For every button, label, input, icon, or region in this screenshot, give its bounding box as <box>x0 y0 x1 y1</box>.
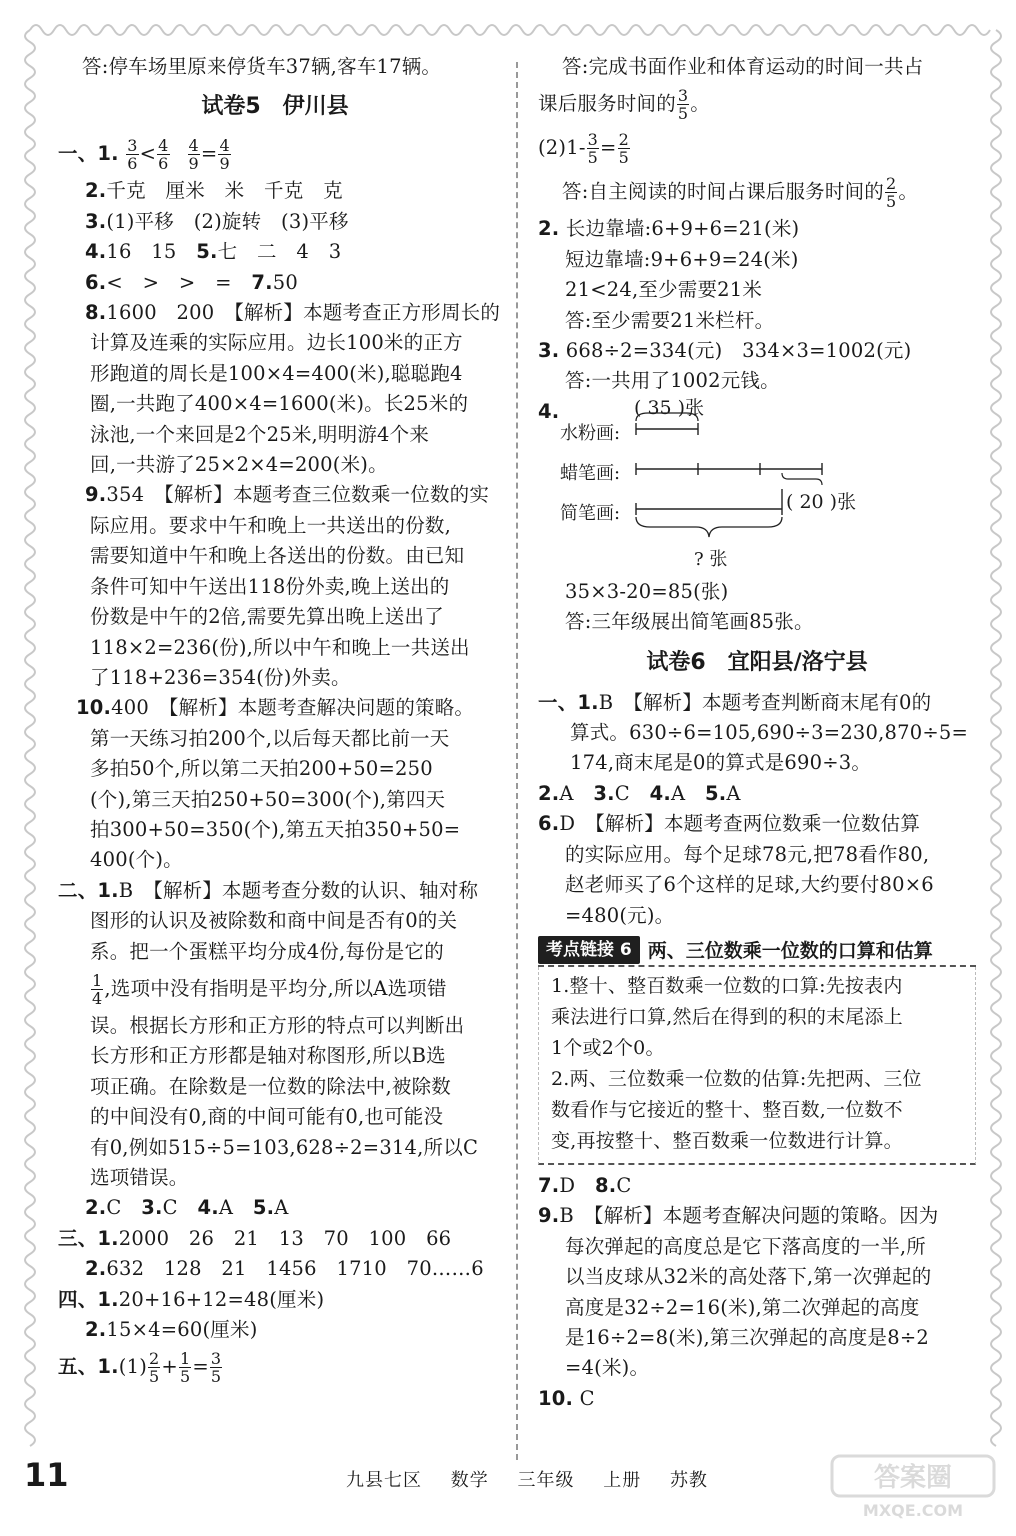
text-line: 答:一共用了1002元钱。 <box>565 369 780 393</box>
text-line: 1.整十、整百数乘一位数的口算:先按表内 <box>551 974 903 997</box>
footer-region: 九县七区 <box>346 1470 422 1491</box>
column-divider <box>516 62 518 1460</box>
s3-q1: 三、1.2000 26 21 13 70 100 66 <box>58 1226 452 1250</box>
s3-q2: 2.632 128 21 1456 1710 70……6 <box>85 1257 484 1281</box>
test5-title-number: 试卷5 <box>201 94 261 120</box>
fraction: $\frac{2}{5}$ <box>149 1349 160 1387</box>
diagram-row-label: 简笔画: <box>560 502 621 524</box>
text-line: 21<24,至少需要21米 <box>565 278 763 302</box>
text-line: 的中间没有0,商的中间可能有0,也可能没 <box>90 1105 444 1129</box>
s1-q7-q8: 7.D 8.C <box>538 1173 632 1197</box>
fraction: $\frac{3}{5}$ <box>210 1349 222 1387</box>
text-line: 是16÷2=8(米),第三次弹起的高度是8÷2 <box>565 1325 929 1349</box>
diagram-label-bottom: ? 张 <box>694 548 728 570</box>
text-line: (个),第三天拍250+50=300(个),第四天 <box>90 787 446 811</box>
text-line: 118×2=236(份),所以中午和晚上一共送出 <box>90 635 470 659</box>
diagram-row-label: 蜡笔画: <box>560 462 621 484</box>
q3: 3. 668÷2=334(元) 334×3=1002(元) <box>538 339 912 363</box>
text-line: $\frac{1}{4}$ ,选项中没有指明是平均分,所以A选项错 <box>92 970 447 1008</box>
text-line: 形跑道的周长是100×4=400(米),聪聪跑4 <box>90 361 463 385</box>
s1-q4-q5: 4.16 15 5.七 二 4 3 <box>85 240 342 264</box>
test6-title <box>538 638 976 688</box>
text-line: 际应用。要求中午和晚上一共送出的份数, <box>90 513 451 537</box>
text-line: 图形的认识及被除数和商中间是否有0的关 <box>90 909 458 933</box>
text-line: 圈,一共跑了400×4=1600(米)。长25米的 <box>90 392 469 416</box>
text-line: 条件可知中午送出118份外卖,晚上送出的 <box>90 574 450 598</box>
key-point-title: 两、三位数乘一位数的口算和估算 <box>647 940 933 963</box>
text-line: =480(元)。 <box>565 903 675 927</box>
fraction: $\frac{3}{5}$ <box>587 130 599 168</box>
s1-q1: 一、1. $\frac{3}{6}$ < $\frac{4}{6}$ $\frac{4}{9}$ = $\frac{4}{9}$ <box>58 136 230 174</box>
text-line: 乘法进行口算,然后在得到的积的末尾添上 <box>551 1005 903 1028</box>
fraction: $\frac{3}{5}$ <box>677 86 689 124</box>
text-line: 2.两、三位数乘一位数的估算:先把两、三位 <box>551 1067 922 1090</box>
right-column <box>538 52 976 1414</box>
test6-title-number: 试卷6 <box>646 649 706 675</box>
text-line: 泳池,一个来回是2个25米,明明游4个来 <box>90 422 430 446</box>
fraction: $\frac{2}{5}$ <box>885 174 897 212</box>
text-line: 答:三年级展出简笔画85张。 <box>565 610 814 634</box>
diagram-row-label: 水粉画: <box>560 422 621 444</box>
s1-q9: 9.354 【解析】本题考查三位数乘一位数的实 <box>85 483 490 507</box>
text-line: 系。把一个蛋糕平均分成4份,每份是它的 <box>90 939 444 963</box>
key-point-header <box>538 935 976 967</box>
text-line: 每次弹起的高度总是它下落高度的一半,所 <box>565 1234 926 1258</box>
svg-text:MXQE.COM: MXQE.COM <box>862 1501 964 1520</box>
s2-q1: 二、1.B 【解析】本题考查分数的认识、轴对称 <box>58 878 479 902</box>
text-line: 课后服务时间的 $\frac{3}{5}$ 。 <box>538 86 710 124</box>
test6-title-county: 宜阳县/洛宁县 <box>727 649 868 675</box>
key-point-box <box>538 935 976 1165</box>
footer-grade: 三年级 <box>517 1470 575 1491</box>
text-line: 项正确。在除数是一位数的除法中,被除数 <box>90 1074 451 1098</box>
s1-q9: 9.B 【解析】本题考查解决问题的策略。因为 <box>538 1204 939 1228</box>
test5-title-county: 伊川县 <box>282 94 349 120</box>
svg-text:答案圈: 答案圈 <box>873 1463 953 1493</box>
text-line: 了118+236=354(份)外卖。 <box>90 665 351 689</box>
text-line: 多拍50个,所以第二天拍200+50=250 <box>90 757 433 781</box>
text-line: (2)1- $\frac{3}{5}$ = $\frac{2}{5}$ <box>538 130 629 168</box>
text-line: 以当皮球从32米的高处落下,第一次弹起的 <box>565 1265 932 1289</box>
question-label: 4. <box>538 399 560 423</box>
fraction: $\frac{2}{5}$ <box>618 130 629 168</box>
text-line: 计算及连乘的实际应用。边长100米的正方 <box>90 331 463 355</box>
text-line: 变,再按整十、整百数乘一位数进行计算。 <box>551 1129 903 1152</box>
s4-q2: 2.15×4=60(厘米) <box>85 1318 258 1342</box>
text-line: 份数是中午的2倍,需要先算出晚上送出了 <box>90 605 444 629</box>
s1-q8: 8.1600 200 【解析】本题考查正方形周长的 <box>85 301 501 325</box>
fraction: $\frac{1}{4}$ <box>92 970 103 1008</box>
s1-q1: 一、1.B 【解析】本题考查判断商末尾有0的 <box>538 690 932 714</box>
s2-q2-q5: 2.C 3.C 4.A 5.A <box>85 1196 289 1220</box>
s1-q6: 6.D 【解析】本题考查两位数乘一位数估算 <box>538 812 921 836</box>
text-line: 算式。630÷6=105,690÷3=230,870÷5= <box>570 721 969 745</box>
footer-volume: 上册 <box>603 1470 642 1491</box>
text-line: 1个或2个0。 <box>551 1036 665 1059</box>
prev-answer: 答:停车场里原来停货车37辆,客车17辆。 <box>82 55 442 78</box>
fraction: $\frac{4}{9}$ <box>188 136 199 174</box>
text-line: 需要知道中午和晚上各送出的份数。由已知 <box>90 544 465 568</box>
fraction: $\frac{3}{6}$ <box>127 136 138 174</box>
q2: 2. 长边靠墙:6+9+6=21(米) <box>538 217 800 241</box>
text-line: 第一天练习拍200个,以后每天都比前一天 <box>90 726 450 750</box>
footer-subject: 数学 <box>450 1470 489 1491</box>
key-point-body <box>538 967 976 1165</box>
text-line: 的实际应用。每个足球78元,把78看作80, <box>565 842 930 866</box>
text-line: 回,一共游了25×2×4=200(米)。 <box>90 453 388 477</box>
text-line: 174,商末尾是0的算式是690÷3。 <box>570 751 872 775</box>
left-column <box>58 52 501 1389</box>
fraction: $\frac{1}{5}$ <box>179 1349 191 1387</box>
text-line: 拍300+50=350(个),第五天拍350+50= <box>90 817 461 841</box>
watermark-logo <box>828 1452 998 1522</box>
text-line: =4(米)。 <box>565 1356 650 1380</box>
s4-q1: 四、1.20+16+12=48(厘米) <box>58 1287 325 1311</box>
text-line: 答:自主阅读的时间占课后服务时间的 $\frac{2}{5}$ 。 <box>562 174 919 212</box>
s1-q10: 10.400 【解析】本题考查解决问题的策略。 <box>76 696 475 720</box>
s1-q6-q7: 6.< > > = 7.50 <box>85 270 298 294</box>
segment-lines <box>538 397 976 577</box>
text-line: 赵老师买了6个这样的足球,大约要付80×6 <box>565 873 934 897</box>
text-line: 短边靠墙:9+6+9=24(米) <box>565 247 799 271</box>
s1-q3: 3.(1)平移 (2)旋转 (3)平移 <box>85 209 349 233</box>
footer-book-info <box>346 1466 730 1492</box>
text-line: 误。根据长方形和正方形的特点可以判断出 <box>90 1013 465 1037</box>
text-line: 高度是32÷2=16(米),第二次弹起的高度 <box>565 1295 920 1319</box>
key-point-badge: 考点链接 6 <box>538 936 640 964</box>
diagram-label-top: ( 35 )张 <box>634 396 705 419</box>
text-line: 数看作与它接近的整十、整百数,一位数不 <box>551 1098 903 1121</box>
text-line: 400(个)。 <box>90 848 183 872</box>
text-line: 长方形和正方形都是轴对称图形,所以B选 <box>90 1044 446 1068</box>
s5-q1: 五、1.(1) $\frac{2}{5}$ + $\frac{1}{5}$ = $\frac{3}{5}$ <box>58 1349 222 1387</box>
fraction: $\frac{4}{9}$ <box>219 136 230 174</box>
footer-edition: 苏教 <box>669 1470 708 1491</box>
diagram-label-side: ( 20 )张 <box>786 490 857 513</box>
s1-q2-q5: 2.A 3.C 4.A 5.A <box>538 781 741 805</box>
test5-title <box>58 82 492 132</box>
s1-q10: 10. C <box>538 1386 595 1410</box>
text-line: 答:完成书面作业和体育运动的时间一共占 <box>562 55 924 78</box>
fraction: $\frac{4}{6}$ <box>158 136 169 174</box>
text-line: 答:至少需要21米栏杆。 <box>565 308 775 332</box>
text-line: 有0,例如515÷5=103,628÷2=314,所以C <box>90 1135 479 1159</box>
s1-q2: 2.千克 厘米 米 千克 克 <box>85 179 343 203</box>
page-number: 11 <box>24 1456 69 1494</box>
text-line: 35×3-20=85(张) <box>565 579 729 603</box>
line-segment-diagram <box>538 397 976 577</box>
text-line: 选项错误。 <box>90 1166 189 1189</box>
